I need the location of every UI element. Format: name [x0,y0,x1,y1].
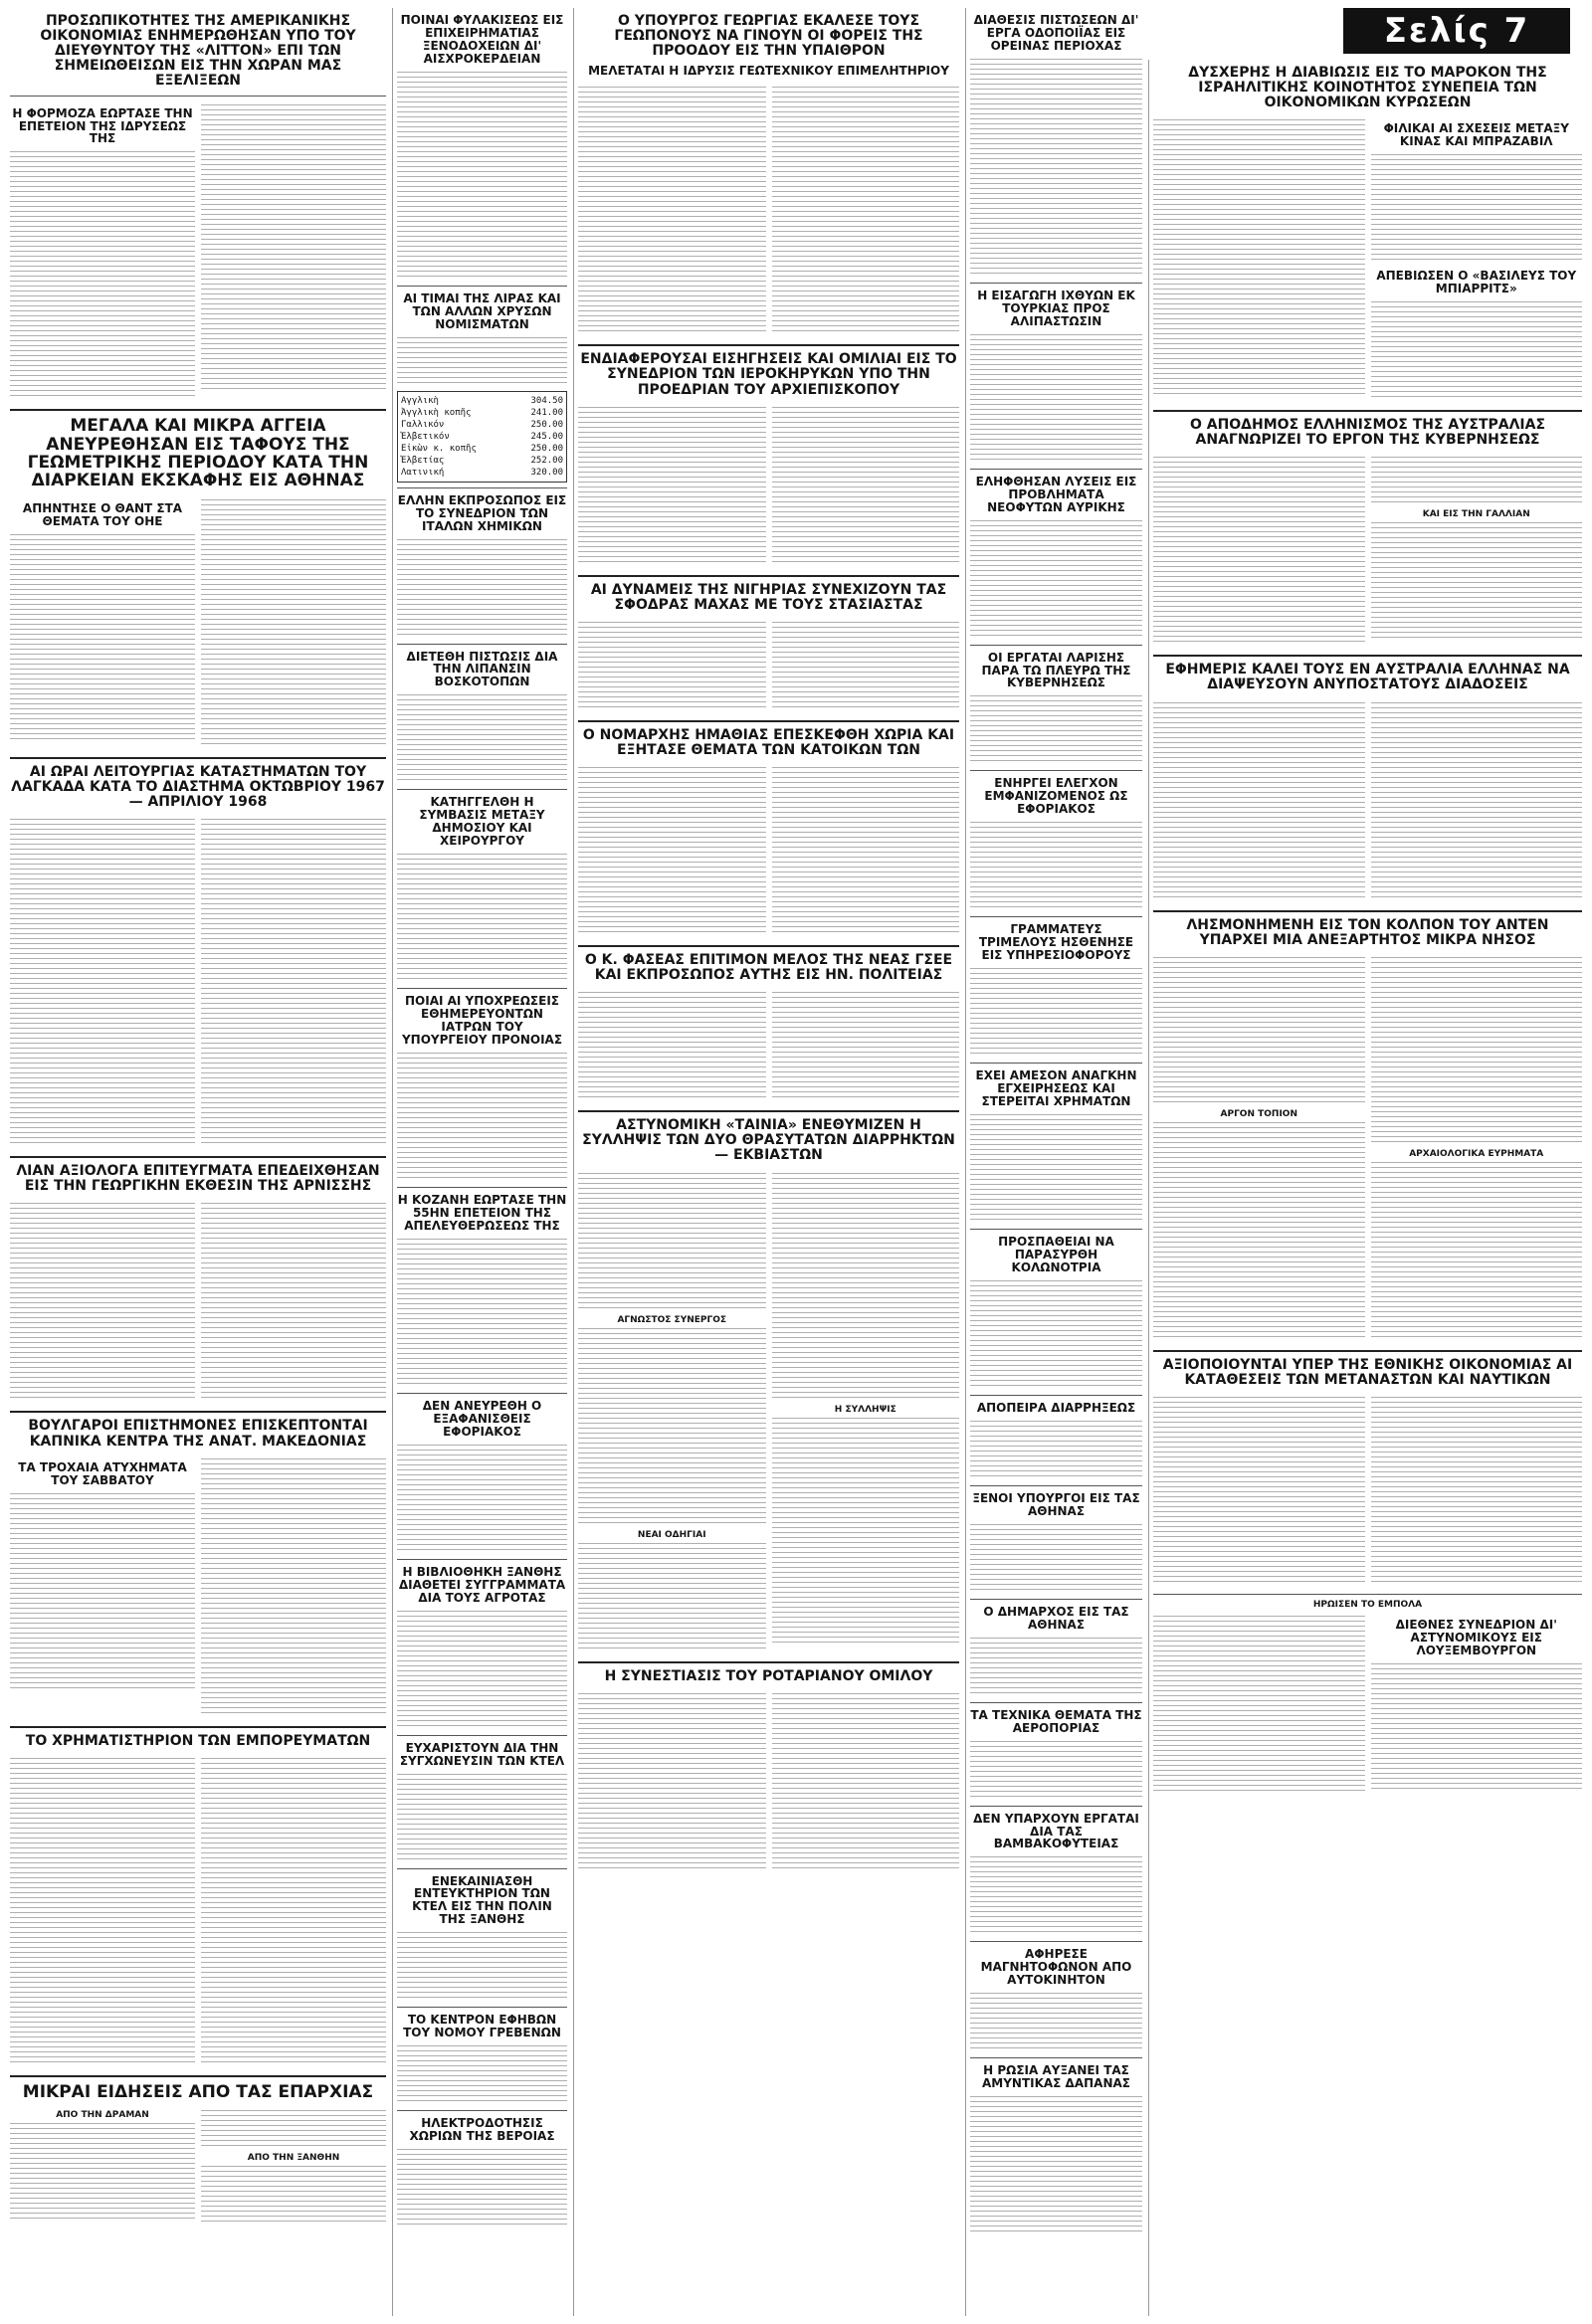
headline-credit: ΔΙΕΤΕΘΗ ΠΙΣΤΩΣΙΣ ΔΙΑ ΤΗΝ ΛΙΠΑΝΣΙΝ ΒΟΣΚΟΤΟΠΩΝ [406,649,558,689]
headline-ktel2: ΕΝΕΚΑΙΝΙΑΣΘΗ ΕΝΤΕΥΚΤΗΡΙΟΝ ΤΩΝ ΚΤΕΛ ΕΙΣ ΤΗΝ ΠΟΛΙΝ ΤΗΣ ΞΑΝΘΗΣ [412,1873,552,1927]
headline-preachers: ΕΝΔΙΑΦΕΡΟΥΣΑΙ ΕΙΣΗΓΗΣΕΙΣ ΚΑΙ ΟΜΙΛΙΑΙ ΕΙΣ ΤΟ ΣΥΝΕΔΡΙΟΝ ΤΩΝ ΙΕΡΟΚΗΡΥΚΩΝ ΥΠΟ ΤΗΝ ΠΡΟΕΔΡΙΑΝ ΤΟΥ ΑΡΧΙΕΠΙΣΚΟΠΟΥ [580,351,957,398]
headline-grevena: ΤΟ ΚΕΝΤΡΟΝ ΕΦΗΒΩΝ ΤΟΥ ΝΟΜΟΥ ΓΡΕΒΕΝΩΝ [403,2013,561,2040]
headline-russia: Η ΡΩΣΙΑ ΑΥΞΑΝΕΙ ΤΑΣ ΑΜΥΝΤΙΚΑΣ ΔΑΠΑΝΑΣ [981,2063,1130,2091]
headline-magnetophones: ΑΦΗΡΕΣΕ ΜΑΓΝΗΤΟΦΩΝΟΝ ΑΠΟ ΑΥΤΟΚΙΝΗΤΟΝ [980,1947,1132,1988]
headline-americans: ΠΡΟΣΩΠΙΚΟΤΗΤΕΣ ΤΗΣ ΑΜΕΡΙΚΑΝΙΚΗΣ ΟΙΚΟΝΟΜΙΑΣ ΕΝΗΜΕΡΩΘΗΣΑΝ ΥΠΟ ΤΟΥ ΔΙΕΥΘΥΝΤΟΥ ΤΗΣ «ΛΙΤΤΟΝ» ΕΠΙ ΤΩΝ ΣΗΜΕΙΩΘΕΙΣΩΝ ΕΙΣ ΤΗΝ ΧΩΡΑΝ ΜΑΣ ΕΞΕΛΙΞΕΩΝ [40,13,356,90]
gold-row: Ἑλβετίας 252.00 [401,455,563,466]
headline-film: ΑΣΤΥΝΟΜΙΚΗ «ΤΑΙΝΙΑ» ΕΝΕΘΥΜΙΖΕΝ Η ΣΥΛΛΗΨΙΣ ΤΩΝ ΔΥΟ ΘΡΑΣΥΤΑΤΩΝ ΔΙΑΡΡΗΚΤΩΝ — ΕΚΒΙΑΣΤΩΝ [582,1117,955,1164]
headline-china: ΦΙΛΙΚΑΙ ΑΙ ΣΧΕΣΕΙΣ ΜΕΤΑΞΥ ΚΙΝΑΣ ΚΑΙ ΜΠΡΑΖΑΒΙΛ [1383,121,1569,149]
headline-attempts: ΠΡΟΣΠΑΘΕΙΑΙ ΝΑ ΠΑΡΑΣΥΡΘΗ ΚΟΛΩΝΟΤΡΙΑ [998,1235,1114,1274]
headline-immediate: ΕΧΕΙ ΑΜΕΣΟΝ ΑΝΑΓΚΗΝ ΕΓΧΕΙΡΗΣΕΩΣ ΚΑΙ ΣΤΕΡΕΙΤΑΙ ΧΡΗΜΑΤΩΝ [975,1068,1137,1109]
column-1 [6,8,390,2316]
headline-u-thant: ΑΠΗΝΤΗΣΕ Ο ΘΑΝΤ ΣΤΑ ΘΕΜΑΤΑ ΤΟΥ ΟΗΕ [22,500,183,528]
headline-road: ΤΑ ΤΡΟΧΑΙΑ ΑΤΥΧΗΜΑΤΑ ΤΟΥ ΣΑΒΒΑΤΟΥ [18,1459,187,1487]
subhead-france: ΚΑΙ ΕΙΣ ΤΗΝ ΓΑΛΛΙΑΝ [1422,509,1530,520]
subhead-arrest: Η ΣΥΛΛΗΨΙΣ [834,1404,896,1415]
headline-penalties: ΠΟΙΝΑΙ ΦΥΛΑΚΙΣΕΩΣ ΕΙΣ ΕΠΙΧΕΙΡΗΜΑΤΙΑΣ ΞΕΝΟΔΟΧΕΙΩΝ ΔΙ' ΑΙΣΧΡΟΚΕΡΔΕΙΑΝ [400,13,564,66]
headline-tax-control: ΕΝΗΡΓΕΙ ΕΛΕΓΧΟΝ ΕΜΦΑΝΙΖΟΜΕΝΟΣ ΩΣ ΕΦΟΡΙΑΚΟΣ [984,776,1128,817]
headline-bulgarians: ΒΟΥΛΓΑΡΟΙ ΕΠΙΣΤΗΜΟΝΕΣ ΕΠΙΣΚΕΠΤΟΝΤΑΙ ΚΑΠΝΙΚΑ ΚΕΝΤΡΑ ΤΗΣ ΑΝΑΤ. ΜΑΚΕΔΟΝΙΑΣ [28,1418,368,1450]
subhead-unknown: ΑΓΝΩΣΤΟΣ ΣΥΝΕΡΓΟΣ [617,1314,727,1325]
headline-contract: ΚΑΤΗΓΓΕΛΘΗ Η ΣΥΜΒΑΣΙΣ ΜΕΤΑΞΥ ΔΗΜΟΣΙΟΥ ΚΑΙ ΧΕΙΡΟΥΡΓΟΥ [419,795,545,849]
headline-doctors: ΠΟΙΑΙ ΑΙ ΥΠΟΧΡΕΩΣΕΙΣ ΕΘΗΜΕΡΕΥΟΝΤΩΝ ΙΑΤΡΩΝ ΤΟΥ ΥΠΟΥΡΓΕΙΟΥ ΠΡΟΝΟΙΑΣ [401,994,563,1048]
headline-tax: ΔΕΝ ΑΝΕΥΡΕΘΗ Ο ΕΞΑΦΑΝΙΣΘΕΙΣ ΕΦΟΡΙΑΚΟΣ [422,1398,542,1439]
page-number: Σελίς 7 [1343,8,1570,54]
headline-vases: ΜΕΓΑΛΑ ΚΑΙ ΜΙΚΡΑ ΑΓΓΕΙΑ ΑΝΕΥΡΕΘΗΣΑΝ ΕΙΣ ΤΑΦΟΥΣ ΤΗΣ ΓΕΩΜΕΤΡΙΚΗΣ ΠΕΡΙΟΔΟΥ ΚΑΤΑ ΤΗΝ ΔΙΑΡΚΕΙΑΝ ΕΚΣΚΑΦΗΣ ΕΙΣ ΑΘΗΝΑΣ [27,416,369,491]
headline-formosa: Η ΦΟΡΜΟΖΑ ΕΩΡΤΑΣΕ ΤΗΝ ΕΠΕΤΕΙΟΝ ΤΗΣ ΙΔΡΥΣΕΩΣ ΤΗΣ [12,105,193,146]
gold-row: Εἰκὼν κ. κοπῆς 250.00 [401,443,563,454]
headline-fasseas: Ο Κ. ΦΑΣΕΑΣ ΕΠΙΤΙΜΟΝ ΜΕΛΟΣ ΤΗΣ ΝΕΑΣ ΓΣΕΕ ΚΑΙ ΕΚΠΡΟΣΩΠΟΣ ΑΥΤΗΣ ΕΙΣ ΗΝ. ΠΟΛΙΤΕΙΑΣ [584,952,953,984]
headline-rural: ΕΛΗΦΘΗΣΑΝ ΛΥΣΕΙΣ ΕΙΣ ΠΡΟΒΛΗΜΑΤΑ ΝΕΟΦΥΤΩΝ ΑΥΡΙΚΗΣ [975,474,1137,514]
headline-newspaper: ΕΦΗΜΕΡΙΣ ΚΑΛΕΙ ΤΟΥΣ ΕΝ ΑΥΣΤΡΑΛΙΑ ΕΛΛΗΝΑΣ ΝΑ ΔΙΑΨΕΥΣΟΥΝ ΑΝΥΠΟΣΤΑΤΟΥΣ ΔΙΑΔΟΣΕΙΣ [1165,662,1570,693]
subhead-drama: ΑΠΟ ΤΗΝ ΔΡΑΜΑΝ [56,2110,149,2121]
headline-foreign-min: ΞΕΝΟΙ ΥΠΟΥΡΓΟΙ ΕΙΣ ΤΑΣ ΑΘΗΝΑΣ [972,1490,1140,1518]
column-4 [965,8,1146,2316]
headline-technical: ΤΑ ΤΕΧΝΙΚΑ ΘΕΜΑΤΑ ΤΗΣ ΑΕΡΟΠΟΡΙΑΣ [970,1707,1142,1735]
headline-congress: ΔΙΕΘΝΕΣ ΣΥΝΕΔΡΙΟΝ ΔΙ' ΑΣΤΥΝΟΜΙΚΟΥΣ ΕΙΣ ΛΟΥΞΕΜΒΟΥΡΓΟΝ [1395,1618,1557,1657]
subhead-agrotes: ΑΡΓΟΝ ΤΟΠΙΟΝ [1220,1108,1297,1119]
headline-fish: Η ΕΙΣΑΓΩΓΗ ΙΧΘΥΩΝ ΕΚ ΤΟΥΡΚΙΑΣ ΠΡΟΣ ΑΛΙΠΑΣΤΩΣΙΝ [977,288,1135,328]
headline-chemists: ΕΛΛΗΝ ΕΚΠΡΟΣΩΠΟΣ ΕΙΣ ΤΟ ΣΥΝΕΔΡΙΟΝ ΤΩΝ ΙΤΑΛΩΝ ΧΗΜΙΚΩΝ [397,492,567,533]
subhead-clues: ΝΕΑΙ ΟΔΗΓΙΑΙ [637,1529,706,1540]
headline-nigeria: ΑΙ ΔΥΝΑΜΕΙΣ ΤΗΣ ΝΙΓΗΡΙΑΣ ΣΥΝΕΧΙΖΟΥΝ ΤΑΣ ΣΦΟΔΡΑΣ ΜΑΧΑΣ ΜΕ ΤΟΥΣ ΣΤΑΣΙΑΣΤΑΣ [590,581,947,613]
gold-row: Γαλλικόν 250.00 [401,419,563,430]
headline-ktel: ΕΥΧΑΡΙΣΤΟΥΝ ΔΙΑ ΤΗΝ ΣΥΓΧΩΝΕΥΣΙΝ ΤΩΝ ΚΤΕΛ [399,1740,565,1768]
headline-secretaries: ΓΡΑΜΜΑΤΕΥΣ ΤΡΙΜΕΛΟΥΣ ΗΣΘΕΝΗΣΕ ΕΙΣ ΥΠΗΡΕΣΙΟΦΟΡΟΥΣ [978,922,1134,963]
headline-economy: ΑΞΙΟΠΟΙΟΥΝΤΑΙ ΥΠΕΡ ΤΗΣ ΕΘΝΙΚΗΣ ΟΙΚΟΝΟΜΙΑΣ ΑΙ ΚΑΤΑΘΕΣΕΙΣ ΤΩΝ ΜΕΤΑΝΑΣΤΩΝ ΚΑΙ ΝΑΥΤΙΚΩΝ [1162,1356,1573,1388]
column-3 [573,8,963,2316]
column-2 [392,8,571,2316]
headline-imathia: Ο ΝΟΜΑΡΧΗΣ ΗΜΑΘΙΑΣ ΕΠΕΣΚΕΦΘΗ ΧΩΡΙΑ ΚΑΙ ΕΞΗΤΑΣΕ ΘΕΜΑΤΑ ΤΩΝ ΚΑΤΟΙΚΩΝ ΤΩΝ [582,726,955,758]
headline-arnissa: ΛΙΑΝ ΑΞΙΟΛΟΓΑ ΕΠΙΤΕΥΓΜΑΤΑ ΕΠΕΔΕΙΧΘΗΣΑΝ ΕΙΣ ΤΗΝ ΓΕΩΡΓΙΚΗΝ ΕΚΘΕΣΙΝ ΤΗΣ ΑΡΝΙΣΣΗΣ [16,1163,380,1195]
headline-library: Η ΒΙΒΛΙΟΘΗΚΗ ΞΑΝΘΗΣ ΔΙΑΘΕΤΕΙ ΣΥΓΓΡΑΜΜΑΤΑ ΔΙΑ ΤΟΥΣ ΑΓΡΟΤΑΣ [398,1564,566,1605]
headline-minister: Ο ΥΠΟΥΡΓΟΣ ΓΕΩΡΓΙΑΣ ΕΚΑΛΕΣΕ ΤΟΥΣ ΓΕΩΠΟΝΟΥΣ ΝΑ ΓΙΝΟΥΝ ΟΙ ΦΟΡΕΙΣ ΤΗΣ ΠΡΟΟΔΟΥ ΕΙΣ ΤΗΝ ΥΠΑΙΘΡΟΝ [614,13,923,60]
headline-exchange: ΤΟ ΧΡΗΜΑΤΙΣΤΗΡΙΟΝ ΤΩΝ ΕΜΠΟΡΕΥΜΑΤΩΝ [25,1732,371,1749]
headline-provinces: ΜΙΚΡΑΙ ΕΙΔΗΣΕΙΣ ΑΠΟ ΤΑΣ ΕΠΑΡΧΙΑΣ [22,2081,374,2102]
headline-aden: ΛΗΣΜΟΝΗΜΕΝΗ ΕΙΣ ΤΟΝ ΚΟΛΠΟΝ ΤΟΥ ΑΝΤΕΝ ΥΠΑΡΧΕΙ ΜΙΑ ΑΝΕΞΑΡΤΗΤΟΣ ΜΙΚΡΑ ΝΗΣΟΣ [1186,916,1549,948]
gold-row: Λατινική 320.00 [401,467,563,478]
headline-langadas: ΑΙ ΩΡΑΙ ΛΕΙΤΟΥΡΓΙΑΣ ΚΑΤΑΣΤΗΜΑΤΩΝ ΤΟΥ ΛΑΓΚΑΔΑ ΚΑΤΑ ΤΟ ΔΙΑΣΤΗΜΑ ΟΚΤΩΒΡΙΟΥ 1967 — ΑΠΡΙΛΙΟΥ 1968 [11,763,385,811]
headline-australia: Ο ΑΠΟΔΗΜΟΣ ΕΛΛΗΝΙΣΜΟΣ ΤΗΣ ΑΥΣΤΡΑΛΙΑΣ ΑΝΑΓΝΩΡΙΖΕΙ ΤΟ ΕΡΓΟΝ ΤΗΣ ΚΥΒΕΡΝΗΣΕΩΣ [1189,417,1546,449]
headline-gold: ΑΙ ΤΙΜΑΙ ΤΗΣ ΛΙΡΑΣ ΚΑΙ ΤΩΝ ΑΛΛΩΝ ΧΡΥΣΩΝ ΝΟΜΙΣΜΑΤΩΝ [403,290,561,331]
headline-roads: ΔΙΑΘΕΣΙΣ ΠΙΣΤΩΣΕΩΝ ΔΙ' ΕΡΓΑ ΟΔΟΠΟΙΪΑΣ ΕΙΣ ΟΡΕΙΝΑΣ ΠΕΡΙΟΧΑΣ [973,13,1139,53]
subhead-imports: ΗΡΩΙΣΕΝ ΤΟ ΕΜΠΟΛΑ [1312,1600,1423,1611]
headline-prohibition: ΑΠΟΠΕΙΡΑ ΔΙΑΡΡΗΞΕΩΣ [976,1400,1136,1415]
headline-mayor: Ο ΔΗΜΑΡΧΟΣ ΕΙΣ ΤΑΣ ΑΘΗΝΑΣ [983,1604,1129,1632]
subhead-xanthi: ΑΠΟ ΤΗΝ ΞΑΝΘΗΝ [247,2153,340,2164]
column-5 [1148,60,1586,2316]
gold-table [397,391,567,483]
headline-electric: ΗΛΕΚΤΡΟΔΟΤΗΣΙΣ ΧΩΡΙΩΝ ΤΗΣ ΒΕΡΟΙΑΣ [409,2116,555,2144]
headline-larissa: ΟΙ ΕΡΓΑΤΑΙ ΛΑΡΙΣΗΣ ΠΑΡΑ ΤΩ ΠΛΕΥΡΩ ΤΗΣ ΚΥΒΕΡΝΗΣΕΩΣ [981,650,1131,690]
headline-cotton: ΔΕΝ ΥΠΑΡΧΟΥΝ ΕΡΓΑΤΑΙ ΔΙΑ ΤΑΣ ΒΑΜΒΑΚΟΦΥΤΕΙΑΣ [973,1811,1139,1851]
gold-row: Ἀγγλικὴ κοπῆς 241.00 [401,407,563,418]
headline-rotary: Η ΣΥΝΕΣΤΙΑΣΙΣ ΤΟΥ ΡΟΤΑΡΙΑΝΟΥ ΟΜΙΛΟΥ [604,1667,933,1684]
headline-institute: ΜΕΛΕΤΑΤΑΙ Η ΙΔΡΥΣΙΣ ΓΕΩΤΕΧΝΙΚΟΥ ΕΠΙΜΕΛΗΤΗΡΙΟΥ [588,64,949,79]
gold-row: Ἑλβετικόν 245.00 [401,431,563,442]
gold-row: Αγγλικὴ 304.50 [401,395,563,406]
subhead-tourism: ΑΡΧΑΙΟΛΟΓΙΚΑ ΕΥΡΗΜΑΤΑ [1409,1148,1544,1159]
headline-morocco: ΔΥΣΧΕΡΗΣ Η ΔΙΑΒΙΩΣΙΣ ΕΙΣ ΤΟ ΜΑΡΟΚΟΝ ΤΗΣ ΙΣΡΑΗΛΙΤΙΚΗΣ ΚΟΙΝΟΤΗΤΟΣ ΣΥΝΕΠΕΙΑ ΤΩΝ ΟΙΚΟΝΟΜΙΚΩΝ ΚΥΡΩΣΕΩΝ [1188,65,1547,111]
headline-beatles: ΑΠΕΒΙΩΣΕΝ Ο «ΒΑΣΙΛΕΥΣ ΤΟΥ ΜΠΙΑΡΡΙΤΣ» [1376,269,1577,296]
headline-kozani: Η ΚΟΖΑΝΗ ΕΩΡΤΑΣΕ ΤΗΝ 55ΗΝ ΕΠΕΤΕΙΟΝ ΤΗΣ ΑΠΕΛΕΥΘΕΡΩΣΕΩΣ ΤΗΣ [397,1193,567,1233]
